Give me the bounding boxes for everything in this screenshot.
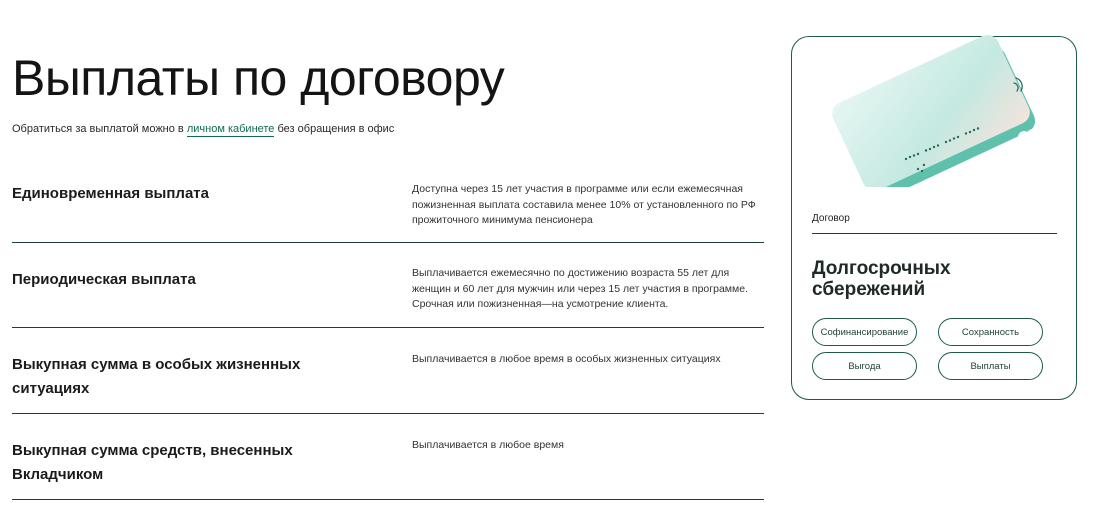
personal-account-link[interactable]: личном кабинете	[186, 123, 275, 135]
subtitle-text-before: Обратиться за выплатой можно в	[12, 123, 184, 135]
payment-row-description: Выплачивается в любое время в особых жизненных ситуациях	[412, 353, 721, 365]
payment-row-title: Выкупная сумма в особых жизненных ситуациях	[12, 356, 301, 397]
chip-safety[interactable]: Сохранность	[938, 318, 1043, 346]
payment-row	[12, 243, 764, 328]
payments-list	[12, 157, 764, 500]
payment-row-description: Выплачивается в любое время	[412, 439, 564, 451]
payment-row-title: Выкупная сумма средств, внесенных Вкладчиком	[12, 442, 293, 483]
bank-card-illustration	[828, 17, 1048, 187]
card-title: Долгосрочных сбережений	[812, 258, 951, 300]
card-label: Договор	[812, 213, 850, 224]
subtitle-text-after: без обращения в офис	[277, 123, 395, 135]
payment-row	[12, 414, 764, 500]
payment-row	[12, 157, 764, 243]
payment-row-description: Доступна через 15 лет участия в программе или если ежемесячная пожизненная выплата составила менее 10% от установленного по РФ прожиточного минимума пенсионера	[412, 183, 756, 226]
chip-cofinancing[interactable]: Софинансирование	[812, 318, 917, 346]
chip-benefit[interactable]: Выгода	[812, 352, 917, 380]
payment-row-title: Единовременная выплата	[12, 185, 209, 202]
page-title: Выплаты по договору	[12, 50, 505, 106]
payment-row-title: Периодическая выплата	[12, 271, 196, 288]
card-divider	[812, 233, 1057, 234]
chip-payments[interactable]: Выплаты	[938, 352, 1043, 380]
subtitle	[12, 123, 394, 135]
payment-row-description: Выплачивается ежемесячно по достижению возраста 55 лет для женщин и 60 лет для мужчин или через 15 лет участия в программе. Срочная или пожизненная—на усмотрение клиента.	[412, 267, 748, 310]
contract-card	[791, 36, 1077, 400]
card-front	[828, 31, 1034, 187]
payment-row	[12, 328, 764, 414]
